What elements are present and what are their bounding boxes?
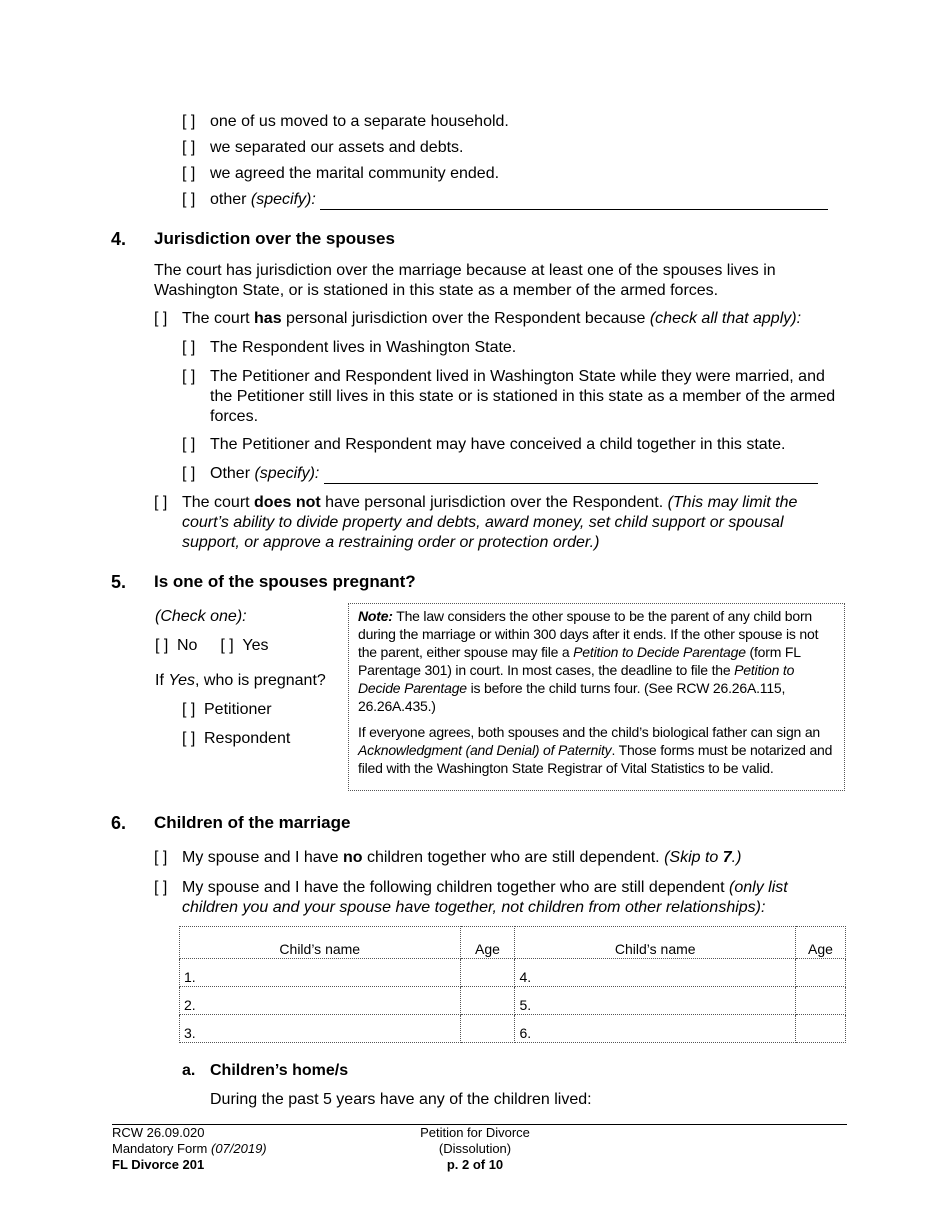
table-row (180, 1015, 846, 1043)
note-paragraph-2: If everyone agrees, both spouses and the child’s biological father can sign an Acknowledgment (and Denial) of Paternity. Those forms must be notarized and filed with the Washington State Registrar of Vital Statistics to be valid. (358, 724, 833, 776)
other-specify-field[interactable] (320, 195, 828, 210)
subsection-a-text: During the past 5 years have any of the children lived: (210, 1091, 592, 1108)
section-4-number: 4. (111, 229, 127, 249)
checkbox[interactable]: [ ] (182, 113, 196, 130)
jurisdiction-intro: The court has jurisdiction over the marriage because at least one of the spouses lives in Washington State, or is stationed in this state as a member of the armed forces. (154, 262, 776, 299)
option-no-children[interactable]: [ ] My spouse and I have no children together who are still dependent. (Skip to 7.) (154, 849, 742, 866)
option-other[interactable]: [ ] other (specify): (182, 190, 828, 210)
section-6-title: Children of the marriage (154, 813, 351, 832)
checkbox[interactable]: [ ] (182, 139, 196, 156)
checkbox[interactable]: [ ] (182, 701, 196, 718)
child-age-cell[interactable] (460, 959, 515, 987)
child-name-cell[interactable]: 4. (515, 959, 796, 987)
reason-respondent-lives-wa[interactable]: [ ] The Respondent lives in Washington State. (182, 339, 517, 356)
pregnant-respondent-option[interactable]: [ ] Respondent (182, 730, 291, 747)
section-6-number: 6. (111, 813, 127, 833)
option-have-children[interactable]: [ ] My spouse and I have the following children together who are still dependent (only list children you and your spouse have together, not children from other relationships): (154, 879, 788, 916)
table-row (180, 987, 846, 1015)
table-row (180, 959, 846, 987)
child-age-cell[interactable] (796, 987, 846, 1015)
option-community-ended[interactable]: [ ] we agreed the marital community ended. (182, 165, 500, 182)
note-paragraph-1: Note: The law considers the other spouse to be the parent of any child born during the marriage or within 300 days after it ends. If the other spouse is not the parent, either spouse may file a Petition to Decide Parentage (form FL Parentage 301) in court. In most cases, the deadline to file the Petition to Decide Parentage is before the child turns four. (See RCW 26.26A.115, 26.26A.435.) (358, 608, 819, 714)
col-header-age: Age (460, 927, 515, 959)
who-pregnant-label: If Yes, who is pregnant? (155, 672, 326, 689)
child-name-cell[interactable]: 2. (180, 987, 461, 1015)
option-court-no-jurisdiction[interactable]: [ ] The court does not have personal jurisdiction over the Respondent. (This may limit the court’s ability to divide property and debts, award money, set child support or spousal support, or approve a restraining order or protection order.) (154, 494, 798, 551)
option-separate-household[interactable]: [ ] one of us moved to a separate household. (182, 113, 509, 130)
checkbox[interactable]: [ ] (154, 310, 168, 327)
check-one-label: (Check one): (155, 608, 247, 625)
checkbox[interactable]: [ ] (182, 191, 196, 208)
footer-title: Petition for Divorce (420, 1125, 530, 1140)
col-header-name: Child’s name (180, 927, 461, 959)
section-5-number: 5. (111, 572, 127, 592)
footer-rcw: RCW 26.09.020 (112, 1125, 205, 1140)
reason-other[interactable]: [ ] Other (specify): (182, 464, 818, 484)
reason-other-specify-field[interactable] (324, 469, 818, 484)
reason-lived-wa-married[interactable]: [ ] The Petitioner and Respondent lived in Washington State while they were married, and the Petitioner still lives in this state or is stationed in this state as a member of the armed forces. (182, 368, 836, 425)
pregnant-no-option[interactable]: [ ] No (155, 637, 198, 654)
child-name-cell[interactable]: 5. (515, 987, 796, 1015)
option-court-has-jurisdiction[interactable]: [ ] The court has personal jurisdiction over the Respondent because (check all that apply): (154, 310, 802, 327)
footer-left (112, 1125, 267, 1173)
checkbox[interactable]: [ ] (182, 368, 196, 385)
checkbox[interactable]: [ ] (154, 849, 168, 866)
child-name-cell[interactable]: 1. (180, 959, 461, 987)
section-5-title: Is one of the spouses pregnant? (154, 572, 416, 591)
child-age-cell[interactable] (460, 1015, 515, 1043)
col-header-age: Age (796, 927, 846, 959)
checkbox[interactable]: [ ] (220, 637, 234, 654)
child-name-cell[interactable]: 6. (515, 1015, 796, 1043)
checkbox[interactable]: [ ] (154, 494, 168, 511)
reason-conceived-child[interactable]: [ ] The Petitioner and Respondent may have conceived a child together in this state. (182, 436, 786, 453)
children-table (179, 926, 846, 1043)
footer-form-id: FL Divorce 201 (112, 1157, 205, 1172)
checkbox[interactable]: [ ] (154, 879, 168, 896)
child-age-cell[interactable] (460, 987, 515, 1015)
option-separated-assets[interactable]: [ ] we separated our assets and debts. (182, 139, 464, 156)
subsection-a-title: Children’s home/s (210, 1062, 349, 1079)
section-4-title: Jurisdiction over the spouses (154, 229, 395, 248)
footer-mandatory: Mandatory Form (07/2019) (112, 1141, 267, 1156)
pregnant-yes-no (155, 636, 268, 656)
checkbox[interactable]: [ ] (182, 465, 196, 482)
footer-center (375, 1125, 575, 1173)
pregnant-petitioner-option[interactable]: [ ] Petitioner (182, 701, 272, 718)
child-age-cell[interactable] (796, 959, 846, 987)
child-name-cell[interactable]: 3. (180, 1015, 461, 1043)
checkbox[interactable]: [ ] (182, 436, 196, 453)
child-age-cell[interactable] (796, 1015, 846, 1043)
footer-page-number: p. 2 of 10 (446, 1157, 504, 1172)
table-header-row (180, 927, 846, 959)
footer-subtitle: (Dissolution) (438, 1141, 512, 1156)
checkbox[interactable]: [ ] (182, 339, 196, 356)
pregnant-yes-option[interactable]: [ ] Yes (220, 637, 269, 654)
col-header-name: Child’s name (515, 927, 796, 959)
subsection-a-letter: a. (182, 1062, 196, 1079)
checkbox[interactable]: [ ] (182, 165, 196, 182)
checkbox[interactable]: [ ] (182, 730, 196, 747)
checkbox[interactable]: [ ] (155, 637, 169, 654)
parentage-note-box (348, 603, 845, 791)
